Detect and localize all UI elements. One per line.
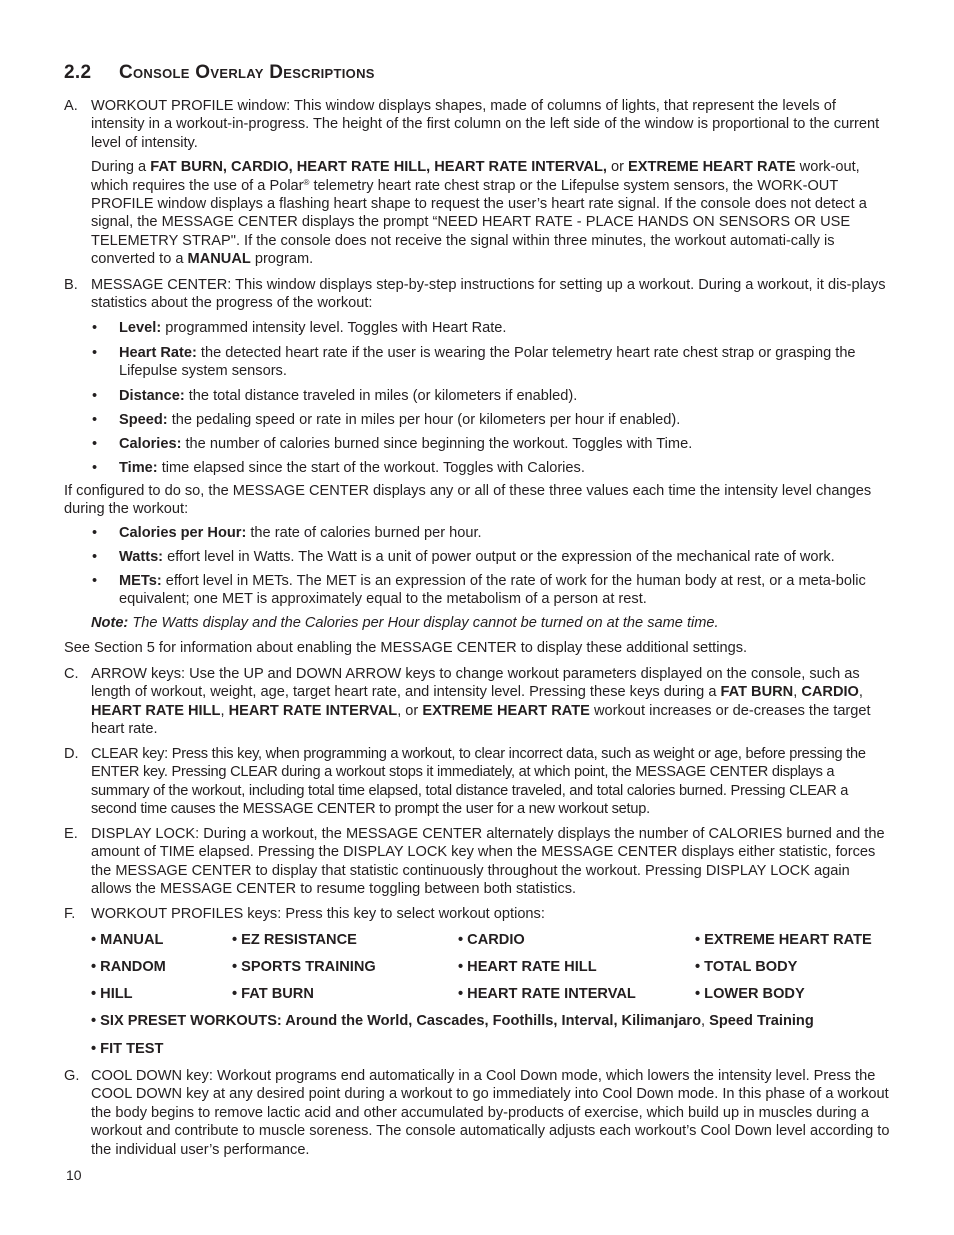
additional-values-list xyxy=(91,524,891,632)
item-d-clear-key xyxy=(64,745,890,819)
workout-option: • SPORTS TRAINING xyxy=(232,959,376,975)
page-number: 10 xyxy=(66,1167,82,1183)
item-letter: E. xyxy=(64,826,78,842)
workout-option: • FIT TEST xyxy=(91,1041,164,1057)
section-number: 2.2 xyxy=(64,62,92,83)
registered-mark: ® xyxy=(303,177,310,187)
list-item: • METs: effort level in METs. The MET is an expression of the rate of work for the human body at rest, or a meta-bolic equivalent; one MET is approximately equal to the metabolism of a person at rest. xyxy=(92,573,866,608)
workout-option: • FAT BURN xyxy=(232,986,314,1002)
table-row xyxy=(91,958,891,985)
item-c-paragraph: ARROW keys: Use the UP and DOWN ARROW keys to change workout parameters displayed on the console, such as length of workout, weight, age, target heart rate, and intensity level. Pressing these keys during a FAT BURN, CARDIO, HEART RATE HILL, HEART RATE INTERVAL, or EXTREME HEART RATE workout increases or de-creases the target heart rate. xyxy=(91,666,871,738)
see-section-paragraph: See Section 5 for information about enabling the MESSAGE CENTER to display these additional settings. xyxy=(64,640,748,656)
workout-option: • LOWER BODY xyxy=(695,986,805,1002)
item-e-display-lock xyxy=(64,825,890,899)
workout-option: • HEART RATE HILL xyxy=(458,959,597,975)
list-item: • Calories: the number of calories burned since beginning the workout. Toggles with Time. xyxy=(92,436,693,452)
preset-workouts: • SIX PRESET WORKOUTS: Around the World, Cascades, Foothills, Interval, Kilimanjaro, Speed Training xyxy=(91,1013,814,1029)
workout-option: • RANDOM xyxy=(91,959,166,975)
workout-option: • HILL xyxy=(91,986,133,1002)
item-c-arrow-keys xyxy=(64,665,890,739)
item-f-workout-profiles-keys xyxy=(64,905,890,923)
item-letter: A. xyxy=(64,98,78,114)
item-a-paragraph-2: During a FAT BURN, CARDIO, HEART RATE HILL, HEART RATE INTERVAL, or EXTREME HEART RATE work-out, which requires the use of a Polar® telemetry heart rate chest strap or the Lifepulse system sensors, the WORK-OUT PROFILE window displays a flashing heart shape to request the user’s heart rate signal. If the console does not detect a signal, the MESSAGE CENTER displays the prompt “NEED HEART RATE - PLACE HANDS ON SENSORS OR USE TELEMETRY STRAP". If the console does not receive the signal within three minutes, the workout automati-cally is converted to a MANUAL program. xyxy=(91,159,867,268)
workout-option: • MANUAL xyxy=(91,932,164,948)
table-row xyxy=(91,931,891,958)
item-letter: B. xyxy=(64,277,78,293)
item-letter: D. xyxy=(64,746,79,762)
item-letter: F. xyxy=(64,906,76,922)
fit-test-row xyxy=(91,1040,891,1067)
message-center-stat-list xyxy=(91,319,891,483)
item-letter: G. xyxy=(64,1068,80,1084)
item-f-paragraph: WORKOUT PROFILES keys: Press this key to select workout options: xyxy=(91,906,545,922)
workout-options-table xyxy=(91,931,891,1067)
configured-paragraph: If configured to do so, the MESSAGE CENTER displays any or all of these three values each time the intensity level changes during the workout: xyxy=(64,483,872,518)
item-e-paragraph: DISPLAY LOCK: During a workout, the MESSAGE CENTER alternately displays the number of CALORIES burned and the amount of TIME elapsed. Pressing the DISPLAY LOCK key when the MESSAGE CENTER displays either statistic, forces the MESSAGE CENTER to display that statistic continuously throughout the workout. Pressing DISPLAY LOCK again allows the MESSAGE CENTER to resume toggling between both statistics. xyxy=(91,826,885,898)
list-item: • Level: programmed intensity level. Toggles with Heart Rate. xyxy=(92,320,507,336)
list-item: • Calories per Hour: the rate of calories burned per hour. xyxy=(92,525,482,541)
list-item: • Speed: the pedaling speed or rate in miles per hour (or kilometers per hour if enabled). xyxy=(92,412,681,428)
item-a-paragraph-1: WORKOUT PROFILE window: This window displays shapes, made of columns of lights, that represent the levels of intensity in a workout-in-progress. The height of the first column on the left side of the window is proportional to the current level of intensity. xyxy=(91,98,880,151)
note: Note: The Watts display and the Calories per Hour display cannot be turned on at the same time. xyxy=(91,615,719,631)
table-row xyxy=(91,985,891,1012)
list-item: • Watts: effort level in Watts. The Watt is a unit of power output or the expression of the mechanical rate of work. xyxy=(92,549,835,565)
workout-option: • EXTREME HEART RATE xyxy=(695,932,872,948)
workout-option: • CARDIO xyxy=(458,932,525,948)
workout-option: • TOTAL BODY xyxy=(695,959,798,975)
item-d-paragraph: CLEAR key: Press this key, when programming a workout, to clear incorrect data, such as weight or age, before pressing the ENTER key. Pressing CLEAR during a workout stops it immediately, at which point, the MESSAGE CENTER displays a summary of the workout, including total time elapsed, total distance traveled, and total calories burned. Pressing CLEAR a second time causes the MESSAGE CENTER to prompt the user for a new workout setup. xyxy=(91,746,866,818)
item-b-message-center xyxy=(64,276,890,313)
section-title: Console Overlay Descriptions xyxy=(119,62,375,83)
section-heading xyxy=(64,64,375,82)
preset-workouts-row xyxy=(91,1012,891,1040)
item-a-workout-profile xyxy=(64,97,890,269)
item-g-cool-down-key xyxy=(64,1067,890,1159)
list-item: • Distance: the total distance traveled in miles (or kilometers if enabled). xyxy=(92,388,578,404)
list-item: • Heart Rate: the detected heart rate if the user is wearing the Polar telemetry heart rate chest strap or grasping the Lifepulse system sensors. xyxy=(92,345,856,380)
workout-option: • HEART RATE INTERVAL xyxy=(458,986,636,1002)
list-item: • Time: time elapsed since the start of the workout. Toggles with Calories. xyxy=(92,460,585,476)
item-b-paragraph-1: MESSAGE CENTER: This window displays step-by-step instructions for setting up a workout. During a workout, it dis-plays statistics about the progress of the workout: xyxy=(91,277,886,312)
item-letter: C. xyxy=(64,666,79,682)
item-g-paragraph: COOL DOWN key: Workout programs end automatically in a Cool Down mode, which lowers the intensity level. Press the COOL DOWN key at any desired point during a workout to go immediately into Cool Down mode. In this phase of a workout the body begins to remove lactic acid and other accumulated by-products of exercise, which build up in muscles during a workout and contribute to muscle soreness. The console automatically adjusts each workout’s Cool Down level according to the individual user’s performance. xyxy=(91,1068,890,1158)
workout-option: • EZ RESISTANCE xyxy=(232,932,357,948)
note-label: Note: xyxy=(91,615,129,631)
